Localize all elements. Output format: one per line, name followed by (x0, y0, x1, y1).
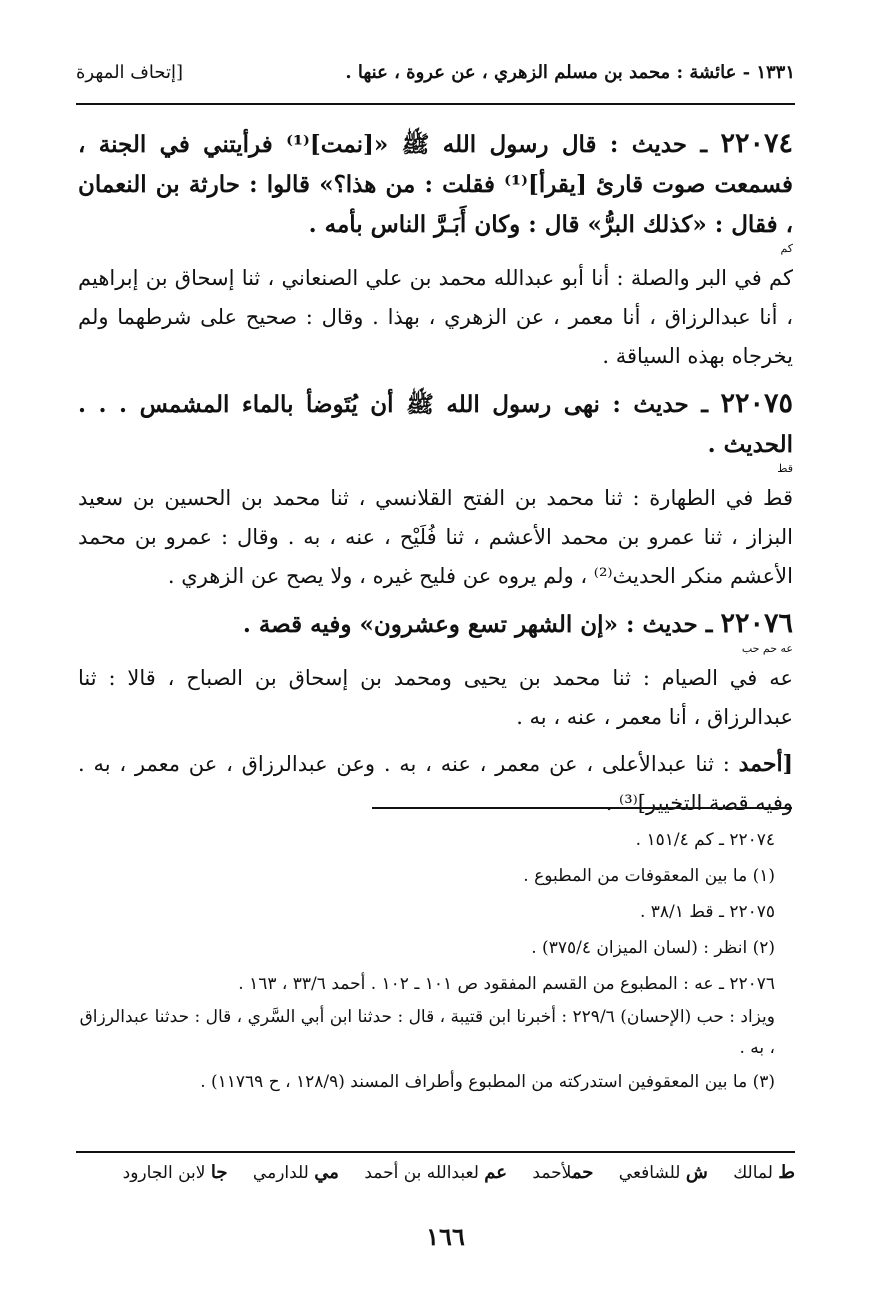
hadith-entry (78, 384, 793, 465)
main-text (78, 124, 793, 831)
footnote: ويزاد : حب (الإحسان) ٢٢٩/٦ : أخبرنا ابن قتيبة ، قال : حدثنا ابن أبي السَّري ، قال : حدثنا عبدالرزاق ، به . (79, 1007, 775, 1058)
hadith-number: ٢٢٠٧٥ (720, 388, 793, 419)
page-header (76, 62, 795, 92)
hadith-number: ٢٢٠٧٦ (720, 608, 793, 639)
page-number: ١٦٦ (426, 1222, 465, 1251)
chapter-title: ١٣٣١ - عائشة : محمد بن مسلم الزهري ، عن عروة ، عنها . (345, 62, 795, 83)
hadith-entry (78, 604, 793, 645)
footnote-divider (372, 807, 792, 809)
footnote: ٢٢٠٧٤ ـ كم ١٥١/٤ . (635, 830, 775, 850)
footnote: (١) ما بين المعقوفات من المطبوع . (523, 866, 775, 886)
source-codes: قط (777, 462, 793, 475)
source-paragraph: كم في البر والصلة : أنا أبو عبدالله محمد بن علي الصنعاني ، ثنا إسحاق بن إبراهيم ، أنا عبدالرزاق ، أنا معمر ، عن الزهري ، بهذا . وقال : صحيح على شرطهما ولم يخرجاه بهذه السياقة . (78, 266, 793, 368)
hadith-text: ـ حديث : «إن الشهر تسع وعشرون» وفيه قصة . (242, 611, 721, 638)
legend-item: ط لمالك (733, 1162, 795, 1183)
legend-item: جا لابن الجارود (122, 1162, 228, 1183)
source-codes: كم (780, 242, 793, 255)
footnote: ٢٢٠٧٦ ـ عه : المطبوع من القسم المفقود ص ١٠١ ـ ١٠٢ . أحمد ٣٣/٦ ، ١٦٣ . (238, 974, 775, 994)
source-paragraph: قط في الطهارة : ثنا محمد بن الفتح القلانسي ، ثنا محمد بن الحسين بن سعيد البزاز ، ثنا عمرو بن محمد الأعشم ، ثنا فُلَيْح ، عنه ، به . وقال : عمرو بن محمد الأعشم منكر الحديث⁽²⁾ ، ولم يروه عن فليح غيره ، ولا يصح عن الزهري . (78, 486, 793, 588)
legend-item: ش للشافعي (618, 1162, 708, 1183)
footnote: (٢) انظر : (لسان الميزان ٣٧٥/٤) . (531, 938, 775, 958)
legend-item: حملأحمد (532, 1162, 594, 1183)
abbreviation-legend (76, 1162, 795, 1183)
source-paragraph: عه في الصيام : ثنا محمد بن يحيى ومحمد بن إسحاق بن الصباح ، قالا : ثنا عبدالرزاق ، أنا معمر ، عنه ، به . (78, 666, 793, 729)
source-paragraph-ahmad (78, 745, 793, 823)
footnotes (78, 822, 775, 1100)
source-codes: عه حم حب (741, 642, 793, 655)
hadith-text: ـ حديث : نهى رسول الله ﷺ أن يُتَوضأ بالماء المشمس . . . الحديث . (78, 391, 793, 458)
legend-item: مي للدارمي (252, 1162, 339, 1183)
legend-divider (76, 1151, 795, 1153)
legend-item: عم لعبدالله بن أحمد (364, 1162, 508, 1183)
footnote: (٣) ما بين المعقوفين استدركته من المطبوع وأطراف المسند (١٢٨/٩ ، ح ١١٧٦٩) . (200, 1072, 775, 1092)
source-text: : ثنا عبدالأعلى ، عن معمر ، عنه ، به . وعن عبدالرزاق ، عن معمر ، به . وفيه قصة التخيير]⁽³⁾ . (78, 752, 793, 815)
hadith-text: ـ حديث : قال رسول الله ﷺ «[نمت]⁽¹⁾ فرأيتني في الجنة ، فسمعت صوت قارئ [يقرأ]⁽¹⁾ فقلت : من هذا؟» قالوا : حارثة بن النعمان ، فقال : «كذلك البرُّ» قال : وكان أَبَـرَّ الناس بأمه . (78, 131, 793, 238)
book-title: [إتحاف المهرة (76, 62, 184, 83)
header-divider (76, 103, 795, 105)
source-name-bold: [أحمد (738, 751, 793, 777)
hadith-number: ٢٢٠٧٤ (720, 128, 794, 159)
hadith-entry (78, 124, 793, 245)
footnote: ٢٢٠٧٥ ـ قط ٣٨/١ . (639, 902, 775, 922)
